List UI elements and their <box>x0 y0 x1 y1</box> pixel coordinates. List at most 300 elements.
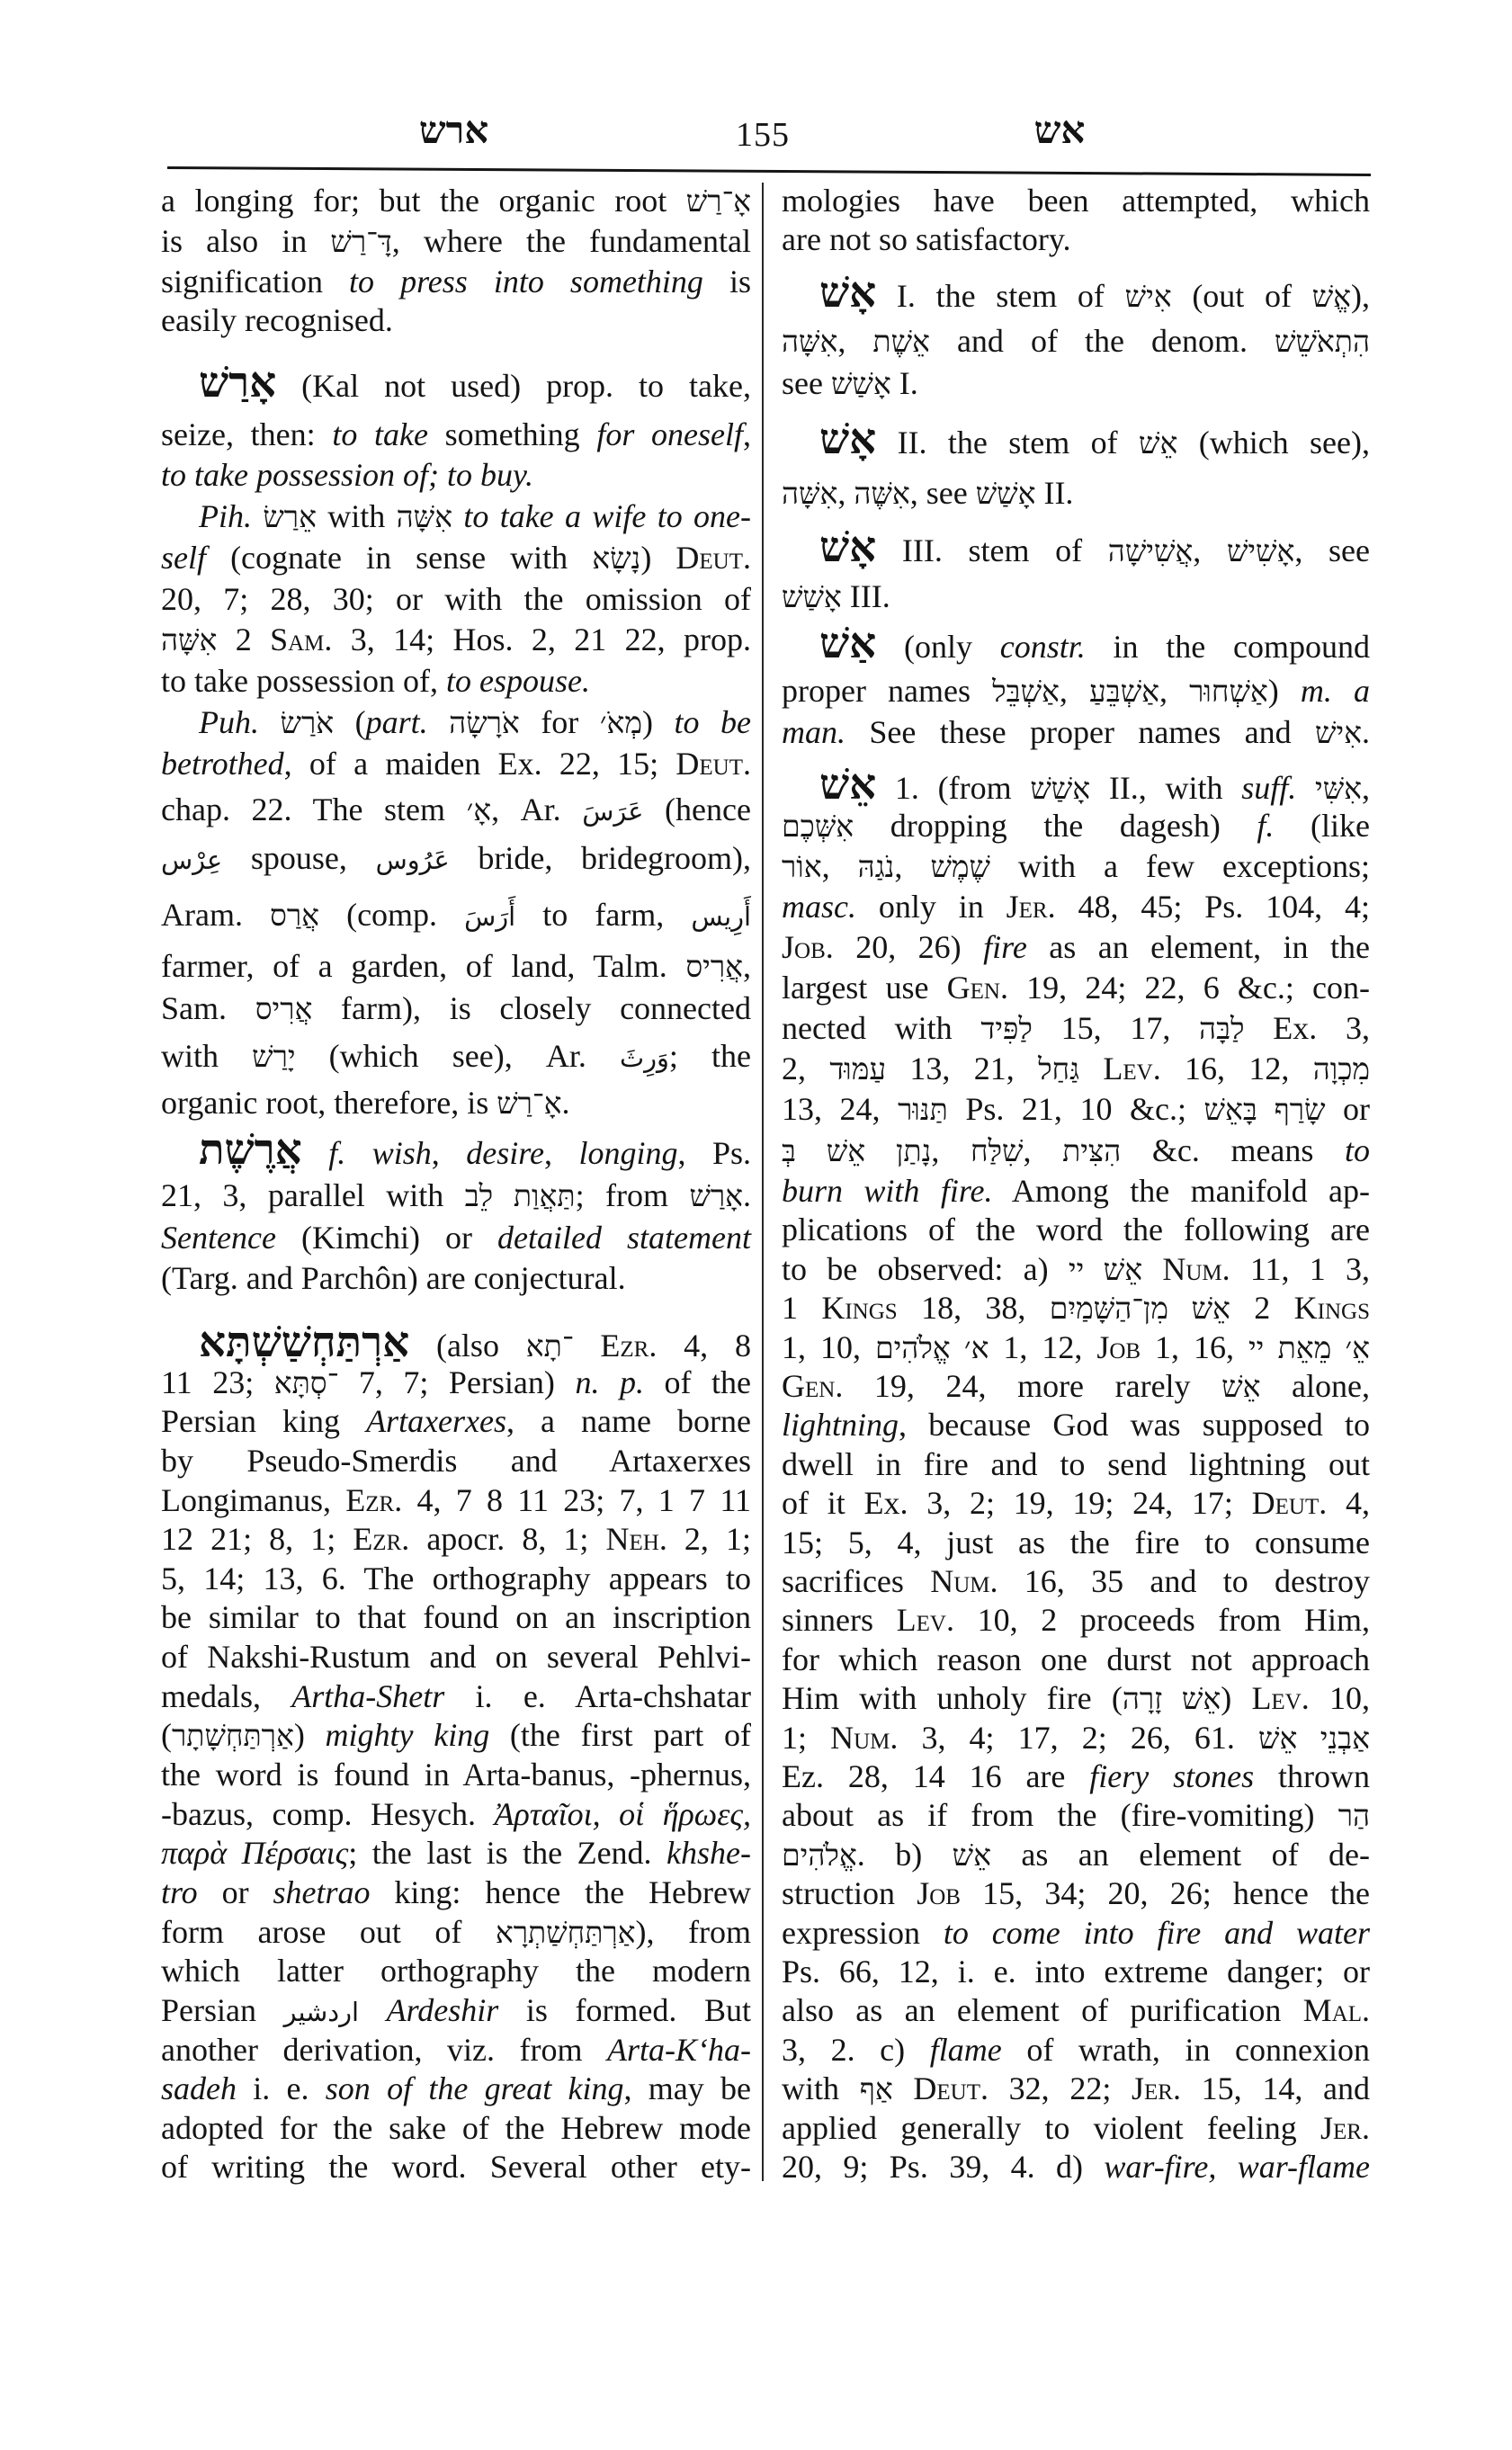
text-line <box>161 579 751 619</box>
entry-first-line <box>161 1319 752 1366</box>
text-line <box>782 712 1370 752</box>
text-run: 19, 24; 22, 6 &c.; con- <box>1007 970 1371 1006</box>
hebrew-word: יָרַשׁ <box>252 1041 296 1074</box>
hebrew-word: אָשַׁשׁ <box>1030 773 1091 806</box>
text-run: see <box>782 365 831 401</box>
text-run: ; from <box>575 1177 690 1213</box>
text-run: 11, 1 3, <box>1230 1251 1371 1287</box>
text-run: II. the stem of <box>876 425 1140 460</box>
hebrew-word: אֵרַשׂ <box>263 501 317 534</box>
book-abbreviation: Jer. <box>1320 2110 1370 2146</box>
text-run: thrown <box>1254 1758 1370 1794</box>
entry-first-line <box>782 524 1371 571</box>
text-line <box>161 1559 751 1598</box>
entry-first-line <box>782 416 1371 463</box>
greek-text: Ἀρταῖοι, οἱ ἥρωες, <box>494 1796 751 1832</box>
text-run <box>893 2070 914 2106</box>
text-line <box>161 2147 751 2186</box>
text-run: , <box>1193 532 1227 568</box>
text-run: of wrath, in connexion <box>1001 2032 1371 2068</box>
hebrew-word: נָשָׂא <box>592 542 641 576</box>
hebrew-word: א׳ אֱלֹהִים <box>874 1332 989 1365</box>
text-run: plications of the word the following are <box>782 1212 1370 1247</box>
text-run: (only <box>876 629 1000 665</box>
hebrew-word: מִכְוָה <box>1312 1053 1371 1086</box>
text-run: of Nakshi-Rustum and on several Pehlvi- <box>161 1639 751 1675</box>
text-line <box>782 1444 1370 1484</box>
hebrew-word: שָׂרַף בָּאֵשׁ <box>1203 1094 1326 1127</box>
text-run: 19, 24, more rarely <box>843 1368 1222 1404</box>
hebrew-word: אַבְנֵי אֵשׁ <box>1258 1722 1370 1756</box>
text-run: , <box>1023 1132 1063 1168</box>
text-run: 4, 8 <box>657 1328 752 1364</box>
book-abbreviation: Lev. <box>1251 1680 1310 1716</box>
text-run: by Pseudo-Smerdis and Artaxerxes <box>161 1443 751 1479</box>
text-line <box>782 1678 1370 1718</box>
text-run: farm), is closely connected <box>312 990 751 1026</box>
headword: אָשׁ <box>819 524 877 571</box>
text-run: (Kal not used) prop. to take, <box>276 368 751 404</box>
text-run: 13, 24, <box>782 1091 899 1127</box>
left-guide-word: ארש <box>418 111 489 152</box>
hebrew-word: נֹגַהּ <box>857 851 895 884</box>
text-line <box>161 1176 751 1215</box>
hebrew-word: דָּ־רַשׁ <box>330 226 392 259</box>
text-line <box>161 2069 751 2108</box>
text-run <box>252 498 263 534</box>
text-run: 10, 2 proceeds from Him, <box>953 1602 1370 1638</box>
text-run: 12 21; 8, 1; <box>161 1521 353 1557</box>
hebrew-word: אִשֶּׁה <box>854 478 910 511</box>
text-run: . <box>743 1177 752 1213</box>
text-line <box>782 2030 1370 2070</box>
italic-text: lightning <box>782 1407 899 1443</box>
text-run: 4, <box>1327 1485 1370 1521</box>
text-line <box>161 661 751 701</box>
book-abbreviation: Num. <box>830 1720 899 1756</box>
text-run: 1, 12, <box>989 1329 1097 1365</box>
text-run: to take possession of, <box>161 663 446 699</box>
arabic-word: عَرُوس <box>375 845 450 875</box>
text-run: Him with unholy fire ( <box>782 1680 1123 1716</box>
text-run: , see <box>1294 532 1371 568</box>
text-run <box>1079 1051 1103 1086</box>
italic-text: to come into fire and water <box>943 1915 1370 1951</box>
text-run: See these proper names and <box>845 714 1315 750</box>
italic-text: to take <box>332 416 428 452</box>
book-abbreviation: Lev. <box>1103 1051 1161 1086</box>
text-run: 18, 38, <box>897 1290 1050 1326</box>
italic-text: son of the great king <box>325 2070 624 2106</box>
text-run: 20, 9; Ps. 39, 4. d) <box>782 2149 1105 2185</box>
text-run: Longimanus, <box>161 1482 346 1518</box>
arabic-word: اردشير <box>283 1997 360 2027</box>
text-line <box>161 1363 751 1402</box>
text-line <box>782 1405 1370 1444</box>
italic-text: desire <box>466 1135 544 1171</box>
hebrew-word: הַר <box>1338 1800 1370 1833</box>
text-run <box>302 1135 329 1171</box>
entry-first-line <box>161 1127 752 1174</box>
hebrew-word: אֲרַס <box>270 899 320 933</box>
text-line <box>161 262 751 301</box>
text-line <box>782 806 1370 845</box>
text-run: 5, 14; 13, 6. The orthography appears to <box>161 1560 751 1596</box>
text-line <box>782 927 1370 967</box>
italic-text: to <box>1345 1132 1371 1168</box>
hebrew-word: אָשַׁשׁ <box>830 368 891 401</box>
arabic-word: عَرَسَ <box>582 796 644 827</box>
text-run: ( <box>334 704 366 740</box>
text-line <box>782 1089 1370 1129</box>
italic-text: f. <box>1257 808 1275 844</box>
text-line <box>161 2108 751 2148</box>
text-line <box>161 1401 751 1441</box>
text-run: medals, <box>161 1678 292 1714</box>
text-run <box>359 1992 387 2028</box>
text-line <box>161 946 751 986</box>
text-run: 15, 34; 20, 26; hence the <box>960 1875 1371 1911</box>
book-abbreviation: Num. <box>930 1563 998 1599</box>
text-line <box>782 1990 1370 2030</box>
text-run: 2 <box>1230 1290 1294 1326</box>
italic-text: for oneself <box>596 416 744 452</box>
text-run: , <box>1362 770 1371 806</box>
italic-text: to press into something <box>349 264 703 300</box>
text-line <box>782 968 1370 1007</box>
text-run: 1, 16, <box>1141 1329 1248 1365</box>
text-run: Ps. 66, 12, i. e. into extreme danger; or <box>782 1954 1370 1990</box>
text-run: dwell in fire and to send lightning out <box>782 1446 1370 1482</box>
book-abbreviation: Ezr. <box>353 1521 410 1557</box>
header-rule <box>167 166 1371 176</box>
text-run: , <box>431 1135 467 1171</box>
text-run: ) <box>641 704 675 740</box>
text-line <box>161 1715 751 1755</box>
text-run: , Ps. <box>677 1135 752 1171</box>
book-abbreviation: Kings <box>821 1290 898 1326</box>
text-run: with a few exceptions; <box>989 848 1371 884</box>
text-line <box>782 1600 1370 1640</box>
text-run: form arose out of <box>161 1914 496 1950</box>
text-run <box>259 704 281 740</box>
hebrew-word: אֵשׁ מִן־הַשָּׁמַיִם <box>1049 1292 1230 1326</box>
text-run: the word is found in Arta-banus, -phernus, <box>161 1757 751 1793</box>
text-line <box>161 1637 751 1677</box>
hebrew-word: גַּחַל <box>1038 1053 1080 1086</box>
text-run: Ez. 28, 14 16 are <box>782 1758 1090 1794</box>
text-run: be similar to that found on an inscription <box>161 1599 751 1635</box>
text-run: signification <box>161 264 350 300</box>
text-run: only in <box>856 889 1007 925</box>
book-abbreviation: Deut. <box>913 2070 989 2106</box>
text-run: (Kimchi) or <box>275 1220 498 1256</box>
italic-text: to take possession of; to buy. <box>161 457 533 493</box>
text-run: 15, 14, and <box>1181 2070 1370 2106</box>
entry-first-line <box>782 762 1371 809</box>
text-run: i. e. Arta-chshatar <box>444 1678 751 1714</box>
text-line <box>161 455 751 495</box>
hebrew-word: שִׁלַּח <box>970 1135 1024 1168</box>
text-run: ) <box>640 540 676 576</box>
text-line <box>782 2147 1370 2186</box>
italic-text: self <box>161 540 206 576</box>
text-run: . <box>561 1085 570 1121</box>
text-line <box>161 790 751 829</box>
text-run: , a name borne <box>506 1403 752 1439</box>
text-run: , <box>1059 673 1090 709</box>
text-run: spouse, <box>222 840 376 876</box>
hebrew-word: אִשָּׁה <box>396 501 452 534</box>
text-run: another derivation, viz. from <box>161 2032 608 2068</box>
text-run: adopted for the sake of the Hebrew mode <box>161 2110 751 2146</box>
text-run: 13, 21, <box>886 1051 1039 1086</box>
text-line <box>782 1835 1370 1874</box>
book-abbreviation: Neh. <box>605 1521 667 1557</box>
hebrew-word: אַף <box>859 2073 893 2106</box>
text-run: ) <box>293 1717 326 1753</box>
book-abbreviation: Deut. <box>675 540 751 576</box>
text-run: Sam. <box>161 990 255 1026</box>
text-line <box>161 1218 751 1257</box>
hebrew-word: אַשְׁבֵּעַ <box>1089 675 1160 709</box>
entry-first-line <box>782 621 1370 667</box>
text-run: , <box>837 475 854 511</box>
text-run: sinners <box>782 1602 897 1638</box>
text-run: II. <box>1035 475 1074 511</box>
text-run: nected with <box>782 1010 981 1046</box>
text-run: III. <box>841 578 890 614</box>
text-run: 10, <box>1309 1680 1370 1716</box>
italic-text: n. p. <box>575 1364 644 1400</box>
italic-text: to be <box>674 704 752 740</box>
text-run: Ex. 3, <box>1244 1010 1370 1046</box>
text-run: about as if from the (fire-vomiting) <box>782 1797 1338 1833</box>
text-run: as an element, in the <box>1026 929 1371 965</box>
text-run: . <box>1362 714 1370 750</box>
text-run: a longing for; but the organic root <box>161 183 686 219</box>
italic-text: shetrao <box>273 1874 371 1910</box>
text-run: seize, then: <box>161 416 333 452</box>
text-run <box>574 1328 601 1364</box>
text-run: ) <box>1221 1680 1252 1716</box>
book-abbreviation: Gen. <box>946 970 1008 1006</box>
text-line <box>782 1913 1370 1953</box>
text-line <box>782 1328 1370 1367</box>
italic-text: Sentence <box>161 1220 276 1256</box>
text-run: as an element of de- <box>990 1837 1370 1873</box>
hebrew-word: אָ׳ <box>466 794 492 827</box>
text-line <box>782 1483 1370 1523</box>
text-run: and of the denom. <box>929 323 1275 359</box>
book-abbreviation: Num. <box>1162 1251 1230 1287</box>
text-line <box>782 1249 1370 1289</box>
text-run: of writing the word. Several other ety- <box>161 2149 751 2185</box>
text-run: ; the <box>668 1038 751 1074</box>
text-run: , <box>837 323 873 359</box>
italic-text: Arta-Kʻha- <box>607 2032 751 2068</box>
text-line <box>161 988 751 1028</box>
text-run: (out of <box>1171 278 1312 314</box>
text-run: -bazus, comp. Hesych. <box>161 1796 495 1832</box>
text-run: for which reason one durst not approach <box>782 1641 1370 1677</box>
text-run: (also <box>409 1328 526 1364</box>
text-line <box>161 1912 751 1952</box>
text-line <box>782 1210 1370 1249</box>
text-run: ), from <box>635 1914 751 1950</box>
text-run: or <box>1325 1091 1371 1127</box>
text-line <box>782 1171 1370 1211</box>
text-run: organic root, therefore, is <box>161 1085 497 1121</box>
text-run: 20, 7; 28, 30; or with the omission of <box>161 581 751 617</box>
text-line <box>161 2030 751 2070</box>
text-run: is formed. But <box>498 1992 752 2028</box>
text-run: , <box>894 848 931 884</box>
text-line <box>161 1833 751 1873</box>
text-run: I. the stem of <box>876 278 1125 314</box>
text-run: Aram. <box>161 897 271 933</box>
text-run: i. e. <box>237 2070 326 2106</box>
hebrew-word: אָ־רַשׁ <box>685 185 751 219</box>
text-run: (cognate in sense with <box>206 540 593 576</box>
text-line <box>161 1036 751 1076</box>
book-abbreviation: Job. <box>782 929 834 965</box>
hebrew-word: הִצִּית <box>1062 1135 1122 1168</box>
text-run: 1. (from <box>876 770 1031 806</box>
italic-text: betrothed <box>161 746 284 782</box>
text-run: Persian king <box>161 1403 367 1439</box>
text-run: (like <box>1274 808 1370 844</box>
text-run: (comp. <box>319 897 465 933</box>
text-line <box>161 415 751 454</box>
hebrew-word: אֵשׁ <box>1221 1371 1261 1404</box>
text-line <box>161 1441 751 1480</box>
italic-text: Artha-Shetr <box>291 1678 445 1714</box>
text-line <box>782 1795 1370 1835</box>
text-line <box>782 363 1370 403</box>
hebrew-word: אָשַׁשׁ <box>782 581 842 614</box>
italic-text: f. wish <box>328 1135 432 1171</box>
hebrew-word: אֹרָשָׂה <box>449 707 520 740</box>
text-run: ) <box>1267 673 1301 709</box>
book-abbreviation: Ezr. <box>345 1482 403 1518</box>
text-run: 2 <box>217 621 271 657</box>
text-line <box>161 1083 751 1122</box>
headword: אַשׁ <box>819 621 877 667</box>
text-run: is <box>702 264 752 300</box>
text-run: 3, 4; 17, 2; 26, 61. <box>898 1720 1259 1756</box>
hebrew-word: עַמּוּד <box>829 1053 887 1086</box>
hebrew-word: אֵשׁ <box>952 1839 991 1873</box>
text-run: , <box>743 948 751 984</box>
hebrew-word: אוֹר <box>782 851 822 884</box>
hebrew-word: אֲשִׁישָׁה <box>1107 535 1194 568</box>
text-run: Ps. 21, 10 &c.; <box>947 1091 1204 1127</box>
hebrew-word: אִשָּׁה <box>782 326 838 359</box>
arabic-word: وَرِثَ <box>619 1042 669 1073</box>
text-line <box>161 1873 751 1912</box>
text-run: 11 23; <box>161 1364 274 1400</box>
text-run: apocr. 8, 1; <box>409 1521 606 1557</box>
text-line <box>161 181 751 220</box>
text-line <box>161 1519 751 1559</box>
italic-text: Puh. <box>199 704 259 740</box>
italic-text: Ardeshir <box>386 1992 499 2028</box>
text-run: or <box>197 1874 273 1910</box>
hebrew-word: אֵשֶׁת <box>872 326 930 359</box>
text-run: , <box>1159 673 1190 709</box>
text-line <box>782 1366 1370 1406</box>
text-line <box>782 1952 1370 1991</box>
hebrew-word: אֵשׁ <box>1139 427 1178 460</box>
italic-text: to espouse. <box>445 663 590 699</box>
italic-text: mighty king <box>325 1717 490 1753</box>
page-number: 155 <box>736 116 790 154</box>
text-run: &c. means <box>1121 1132 1345 1168</box>
hebrew-word: אִשִּׁי <box>1315 773 1363 806</box>
text-run: in the compound <box>1085 629 1370 665</box>
text-run: is also in <box>161 223 331 259</box>
text-line <box>782 577 1370 616</box>
text-run: 1, 10, <box>782 1329 875 1365</box>
book-abbreviation: Job <box>1096 1329 1141 1365</box>
hebrew-word: מְאֹ׳ <box>599 707 642 740</box>
italic-text: man. <box>782 714 845 750</box>
text-run: for <box>519 704 600 740</box>
italic-text: flame <box>929 2032 1002 2068</box>
text-run: to be observed: a) <box>782 1251 1069 1287</box>
text-line <box>782 1288 1370 1328</box>
text-line <box>161 744 751 783</box>
text-run: struction <box>782 1875 917 1911</box>
headword: אָשׁ <box>819 416 877 463</box>
entry-first-line <box>161 360 751 407</box>
text-run: 3, 14; Hos. 2, 21 22, prop. <box>332 621 752 657</box>
text-run: , <box>931 1132 971 1168</box>
italic-text: longing <box>578 1135 678 1171</box>
hebrew-word: אֲרִיס <box>255 993 313 1026</box>
text-run: , where the fundamental <box>391 223 751 259</box>
book-abbreviation: Lev. <box>896 1602 954 1638</box>
text-run: 2, <box>782 1051 830 1086</box>
text-line <box>161 538 751 577</box>
text-run: with <box>316 498 397 534</box>
text-run: , because God was supposed to <box>899 1407 1370 1443</box>
text-run <box>1142 1251 1162 1287</box>
headword: אָשׁ <box>819 270 877 317</box>
text-line <box>782 2069 1370 2108</box>
text-run: II., with <box>1090 770 1242 806</box>
hebrew-word: אֱשׁ <box>1311 281 1352 314</box>
text-run <box>452 498 463 534</box>
text-line <box>782 1523 1370 1562</box>
text-run: to farm, <box>515 897 692 933</box>
text-run: which latter orthography the modern <box>161 1953 751 1989</box>
text-run: easily recognised. <box>161 302 393 338</box>
text-run: 15, 17, <box>1032 1010 1200 1046</box>
text-line <box>161 1677 751 1716</box>
column-divider <box>762 183 764 2181</box>
text-line <box>161 620 751 659</box>
text-line <box>161 1794 751 1834</box>
hebrew-word: אֵ׳ מֵאֵת יי <box>1248 1332 1371 1365</box>
text-run: III. stem of <box>876 532 1108 568</box>
italic-text: fiery stones <box>1089 1758 1255 1794</box>
entry-first-line <box>782 270 1371 317</box>
text-line <box>782 1640 1370 1679</box>
hebrew-word: אִשָּׁה <box>161 624 218 657</box>
text-run: with <box>782 2070 860 2106</box>
